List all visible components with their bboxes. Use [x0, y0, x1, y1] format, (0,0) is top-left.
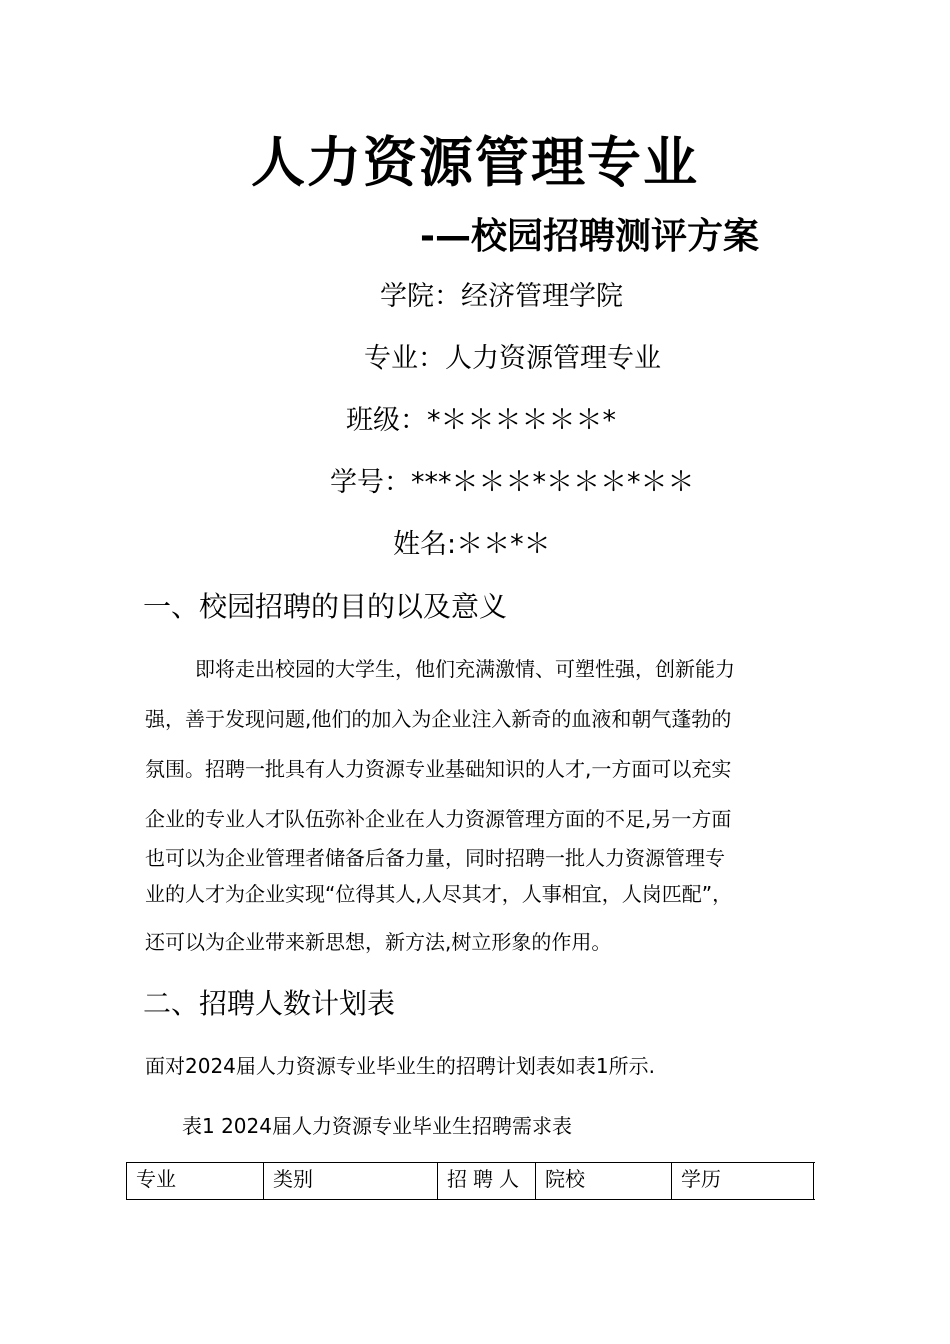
table-header-cell: 专业: [127, 1163, 264, 1199]
paragraph-line: 也可以为企业管理者储备后备力量，同时招聘一批人力资源管理专: [145, 846, 725, 870]
table-header-cell: 类别: [264, 1163, 438, 1199]
table-header-cell: 招聘人: [438, 1163, 536, 1199]
recruitment-table: [126, 1162, 815, 1200]
paragraph-line: 氛围。招聘一批具有人力资源专业基础知识的人才,一方面可以充实: [145, 757, 732, 781]
document-subtitle: -—校园招聘测评方案: [420, 216, 759, 257]
paragraph-line: 企业的专业人才队伍弥补企业在人力资源管理方面的不足,另一方面: [145, 807, 732, 831]
table-caption: 表1 2024届人力资源专业毕业生招聘需求表: [182, 1114, 572, 1138]
paragraph-line: 强，善于发现问题,他们的加入为企业注入新奇的血液和朝气蓬勃的: [145, 707, 732, 731]
paragraph-line: 即将走出校园的大学生，他们充满激情、可塑性强，创新能力: [195, 657, 735, 681]
paragraph-line: 还可以为企业带来新思想，新方法,树立形象的作用。: [145, 930, 612, 954]
section-heading-purpose: 一、校园招聘的目的以及意义: [143, 590, 508, 623]
table-header-cell: 学历: [672, 1163, 814, 1199]
college-field: 学院：经济管理学院: [380, 281, 623, 312]
document-title: 人力资源管理专业: [251, 131, 699, 194]
table-header-cell: 院校: [536, 1163, 672, 1199]
major-field: 专业：人力资源管理专业: [364, 343, 661, 374]
class-field: 班级：*＊＊＊＊＊＊*: [346, 405, 616, 436]
name-field: 姓名:＊＊*＊: [393, 529, 551, 560]
student-id-field: 学号：***＊＊＊*＊＊＊*＊＊: [330, 467, 695, 498]
section-heading-plan: 二、招聘人数计划表: [143, 987, 396, 1020]
paragraph-line: 业的人才为企业实现“位得其人,人尽其才，人事相宜，人岗匹配”，: [145, 882, 733, 906]
plan-intro-text: 面对2024届人力资源专业毕业生的招聘计划表如表1所示.: [145, 1054, 655, 1078]
